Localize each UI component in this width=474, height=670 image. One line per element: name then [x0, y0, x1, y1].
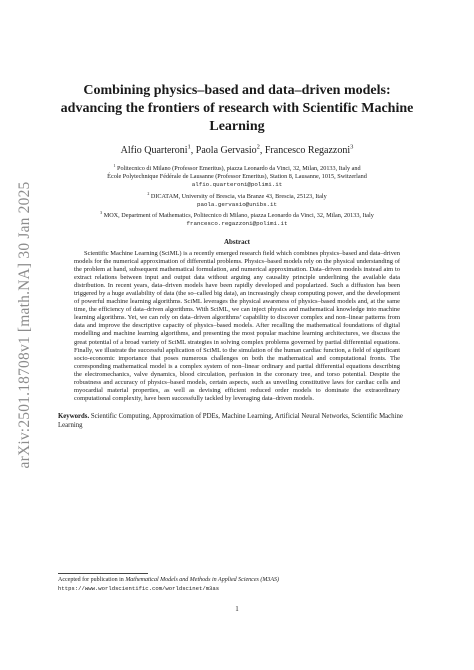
affiliation-mark: 2 — [147, 190, 150, 196]
affiliation-mark: 3 — [100, 209, 103, 215]
author-name: Francesco Regazzoni — [264, 145, 351, 156]
footnote-journal: Mathematical Models and Methods in Applied Sciences (M3AS) — [125, 577, 279, 583]
keywords-text: Scientific Computing, Approximation of PDEs, Machine Learning, Artificial Neural Networks, Scientific Machine Learning — [58, 412, 403, 429]
author-list: Alfio Quarteroni$^1$, Paola Gervasio$^2$, Francesco Regazzoni$^3$ — [120, 143, 354, 156]
affiliation-email[interactable]: paola.gervasio@unibs.it — [196, 200, 277, 208]
author-name: Alfio Quarteroni — [120, 145, 188, 156]
affiliation-line: MOX, Department of Mathematics, Politecnico di Milano, piazza Leonardo da Vinci, 32, Milan, 20133, Italy — [103, 212, 374, 219]
affiliation — [58, 162, 416, 189]
author-mark: 1 — [187, 143, 191, 151]
keywords-label: Keywords. — [58, 412, 90, 420]
affiliation-line: Politecnico di Milano (Professor Emeritus), piazza Leonardo da Vinci, 32, Milan, 20133, Italy and — [117, 165, 361, 172]
abstract-text: Scientific Machine Learning (SciML) is a recently emerged research field which combines physics–based and data–driven models for the numerical approximation of differential problems. Physics–based models rely on the physical understanding of the problem at hand, subsequent mathematical formulation, and numerical approximation. Data–driven models instead aim to extract relations between input and output data without arguing any causality principle underlining the available data distribution. In recent years, data–driven models have been rapidly developed and popularized. Such a diffusion has been triggered by a huge availability of data (the so–called big data), an increasingly cheap computing power, and the development of powerful machine learning algorithms. SciML leverages the physical awareness of physics–based models and, at the same time, the efficiency of data–driven algorithms. With SciML, we can inject physics and mathematical knowledge into machine learning algorithms. Yet, we can rely on data–driven algorithms’ capability to discover complex and non–linear patterns from data and improve the descriptive capacity of physics–based models. After recalling the mathematical foundations of digital modelling and machine learning algorithms, and presenting the most popular machine learning architectures, we discuss the great potential of a broad variety of SciML strategies in solving complex problems governed by partial differential equations. Finally, we illustrate the successful application of SciML to the simulation of the human cardiac function, a field of significant socio-economic importance that poses numerous challenges on both the mathematical and computational fronts. The corresponding mathematical model is a complex system of non–linear ordinary and partial differential equations describing the electromechanics, valve dynamics, blood circulation, perfusion in the coronary tree, and torso potential. Despite the robustness and accuracy of physics–based models, certain aspects, such as unveiling constitutive laws for cardiac cells and myocardial material properties, as well as devising efficient reduced order models to dominate the extraordinary computational complexity, have been successfully tackled by leveraging data–driven models. — [74, 250, 400, 402]
page-number: 1 — [235, 605, 239, 613]
author-mark: 2 — [256, 143, 260, 151]
affiliation-email[interactable]: alfio.quarteroni@polimi.it — [191, 181, 283, 188]
paper-title: Combining physics–based and data–driven models: advancing the frontiers of research with Scientific Machine Learning — [60, 83, 414, 134]
abstract-section — [74, 238, 400, 403]
arxiv-stamp — [12, 160, 38, 490]
author-name: Paola Gervasio — [195, 145, 257, 156]
affiliation-line: DICATAM, University of Brescia, via Branze 43, Brescia, 25123, Italy — [150, 192, 327, 200]
keywords — [58, 412, 416, 430]
affiliation-mark: 1 — [113, 162, 116, 168]
affiliation — [58, 209, 416, 228]
affiliation-list — [58, 162, 416, 228]
paper-page — [58, 82, 416, 430]
arxiv-id: arXiv:2501.18708v1 [math.NA] 30 Jan 2025 — [16, 181, 33, 469]
footnote — [58, 577, 416, 593]
footnote-url[interactable]: https://www.worldscientific.com/worldscinet/m3as — [58, 584, 220, 592]
abstract-heading: Abstract — [223, 238, 251, 246]
affiliation — [58, 190, 416, 209]
footnote-prefix: Accepted for publication in — [58, 577, 126, 583]
footnote-rule — [58, 573, 148, 574]
affiliation-line: École Polytechnique Fédérale de Lausanne (Professor Emeritus), Station 8, Lausanne, 1015, Switzerland — [107, 173, 367, 180]
affiliation-email[interactable]: francesco.regazzoni@polimi.it — [186, 220, 288, 227]
author-mark: 3 — [350, 143, 354, 151]
